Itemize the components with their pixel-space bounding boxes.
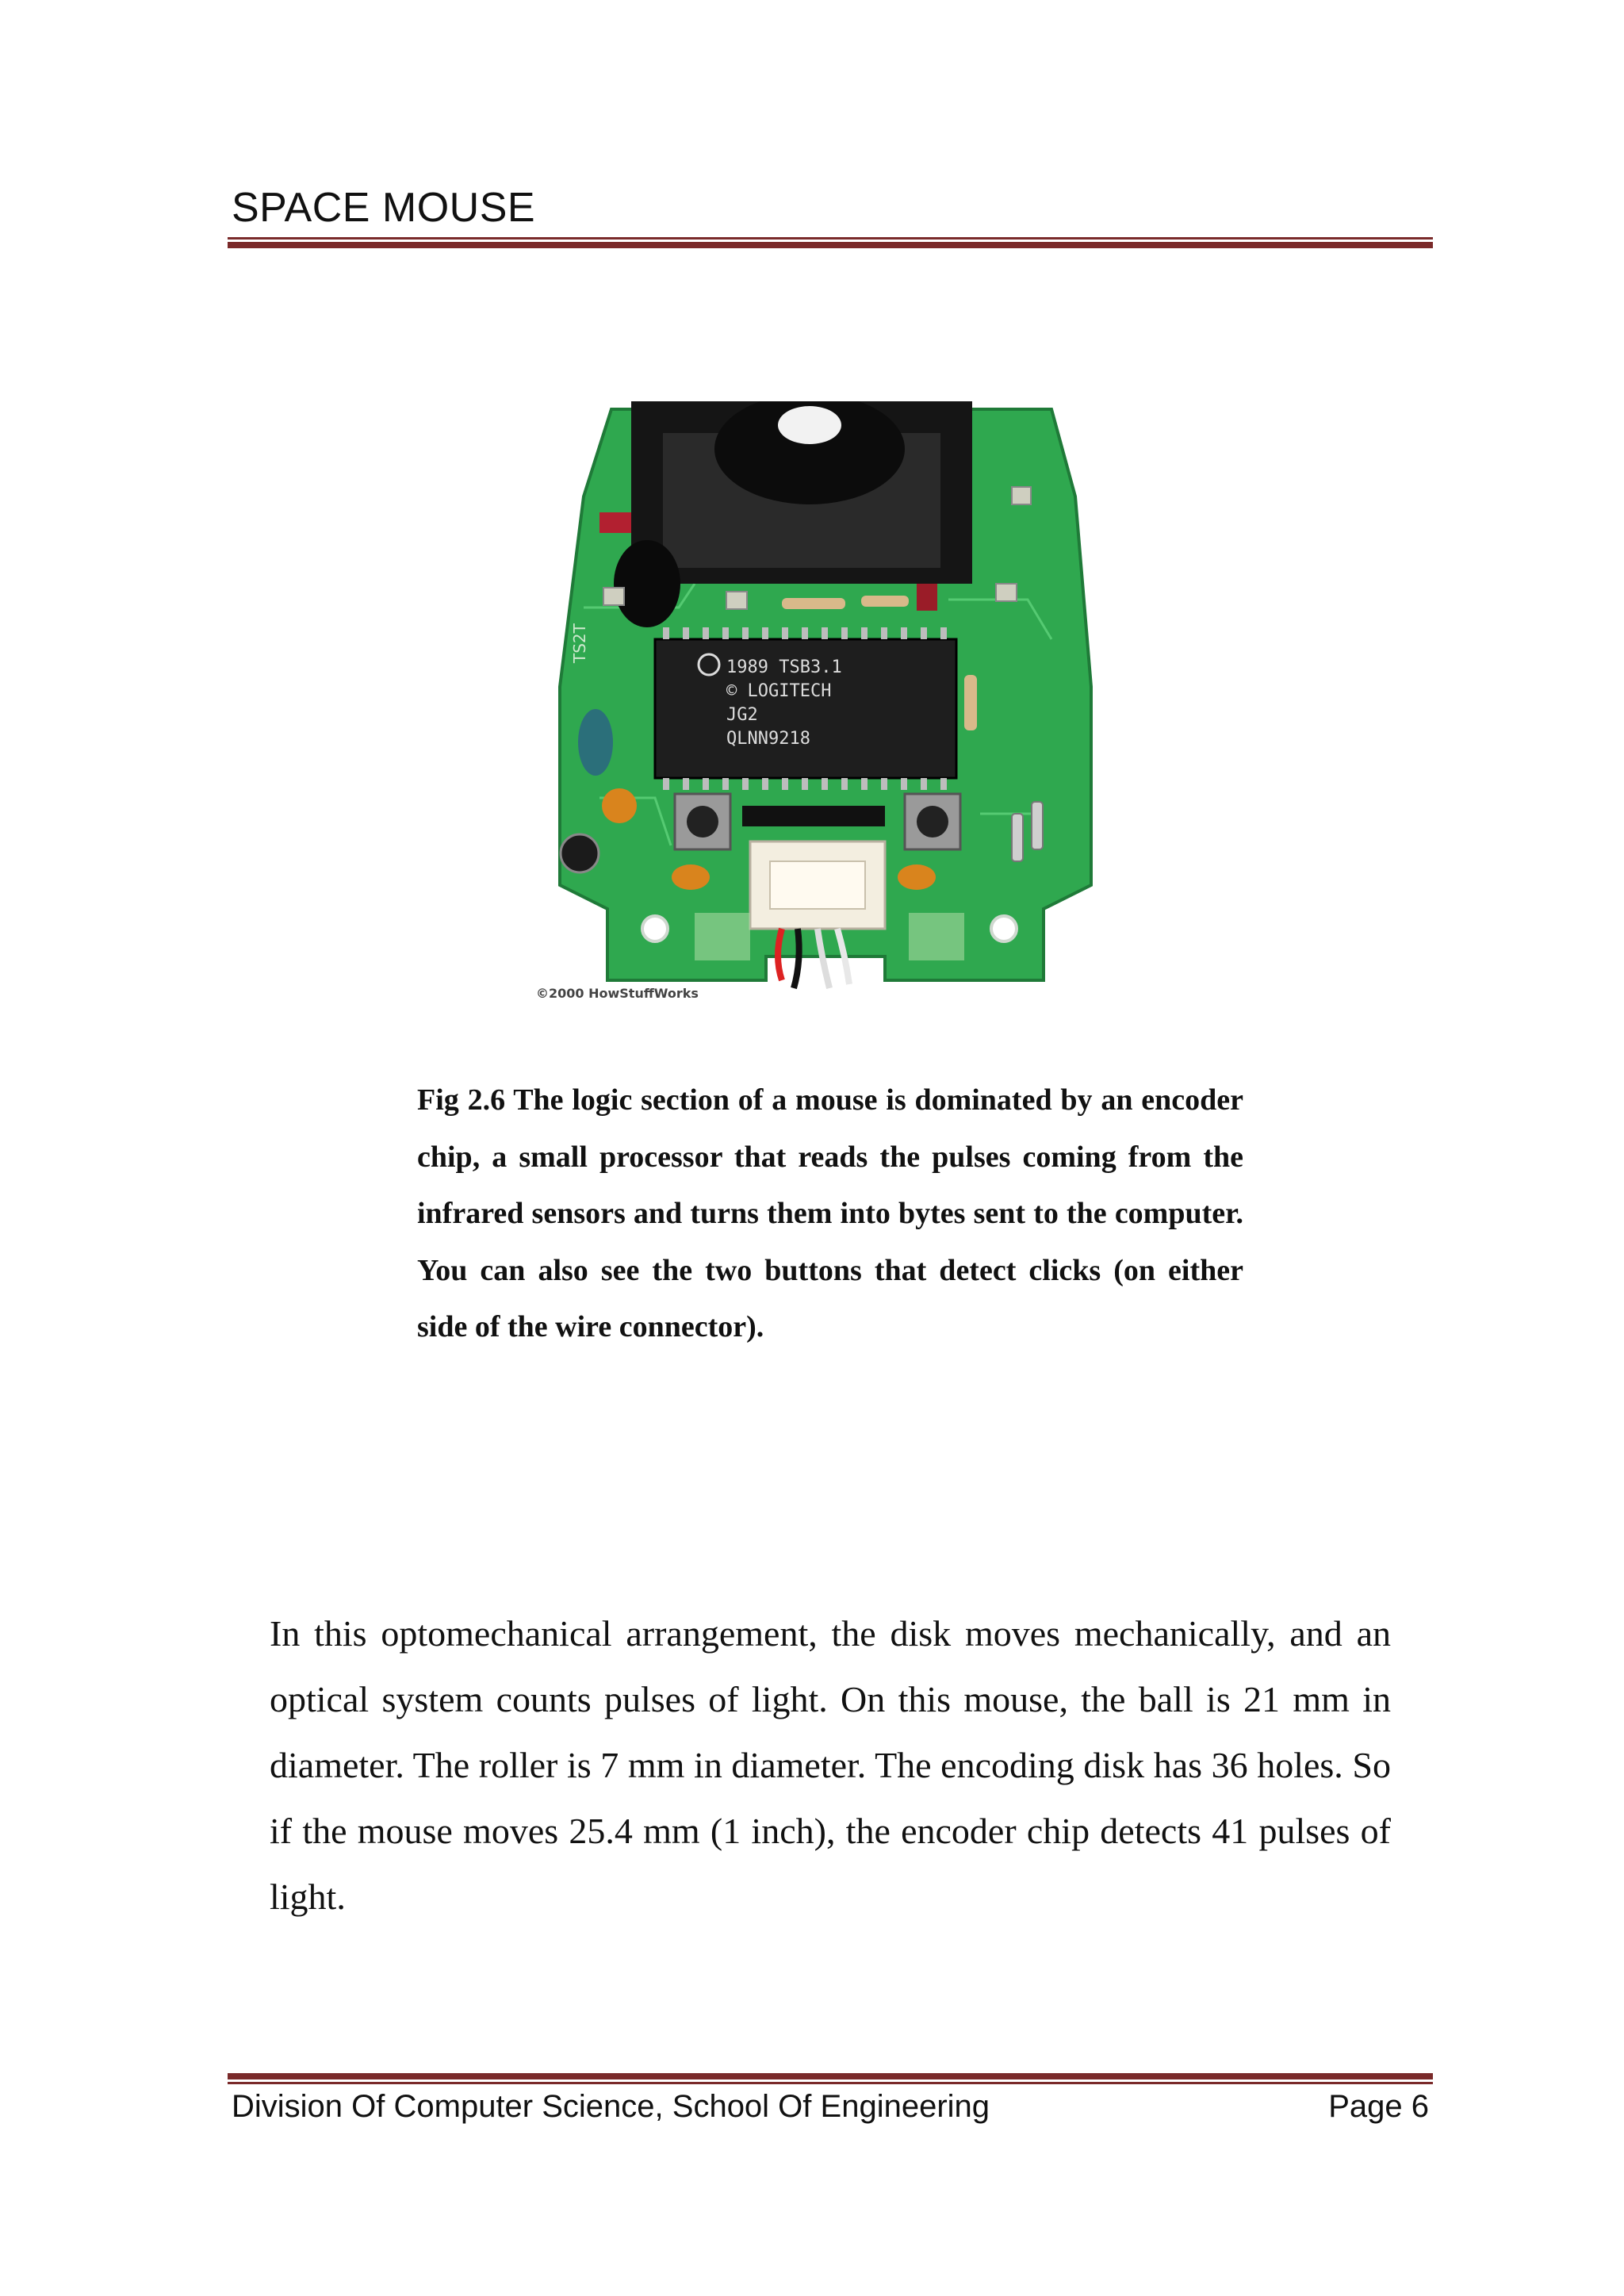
connector-header [742,806,885,826]
footer-rule [228,2073,1433,2084]
board-marking: TS2T [570,623,589,663]
image-credit: ©2000 HowStuffWorks [536,986,699,1001]
body-paragraph: In this optomechanical arrangement, the disk moves mechanically, and an optical system counts pulses of light. On this mouse, the ball is 21 mm in diameter. The roller is 7 mm in diameter. The encoding disk has 36 holes. So if the mouse moves 25.4 mm (1 inch), the encoder chip detects 41 pulses of light. [270,1613,1391,1917]
page-number: Page 6 [1328,2089,1429,2124]
chip-label-line: © LOGITECH [726,681,832,701]
chip-label-line: JG2 [726,705,758,725]
header-rule [228,237,1433,248]
chip-label-line: 1989 TSB3.1 [726,657,842,677]
encoder-wheel [614,540,680,627]
chip-label-line: QLNN9218 [726,729,810,749]
click-switch-left [675,794,730,849]
pcb-photo [536,401,1127,1009]
figure-caption: Fig 2.6 The logic section of a mouse is dominated by an encoder chip, a small processor that reads the pulses coming from the infrared sensors and turns them into bytes sent to the computer. You can also see the two buttons that detect clicks (on either side of the wire connector). [417,1083,1243,1343]
led [917,584,937,611]
capacitor [578,709,613,776]
page-header-title: SPACE MOUSE [232,185,536,231]
led [599,512,631,533]
figure-mouse-logic-board [536,401,1127,1009]
click-switch-right [905,794,960,849]
footer-institution: Division Of Computer Science, School Of Engineering [232,2089,990,2124]
